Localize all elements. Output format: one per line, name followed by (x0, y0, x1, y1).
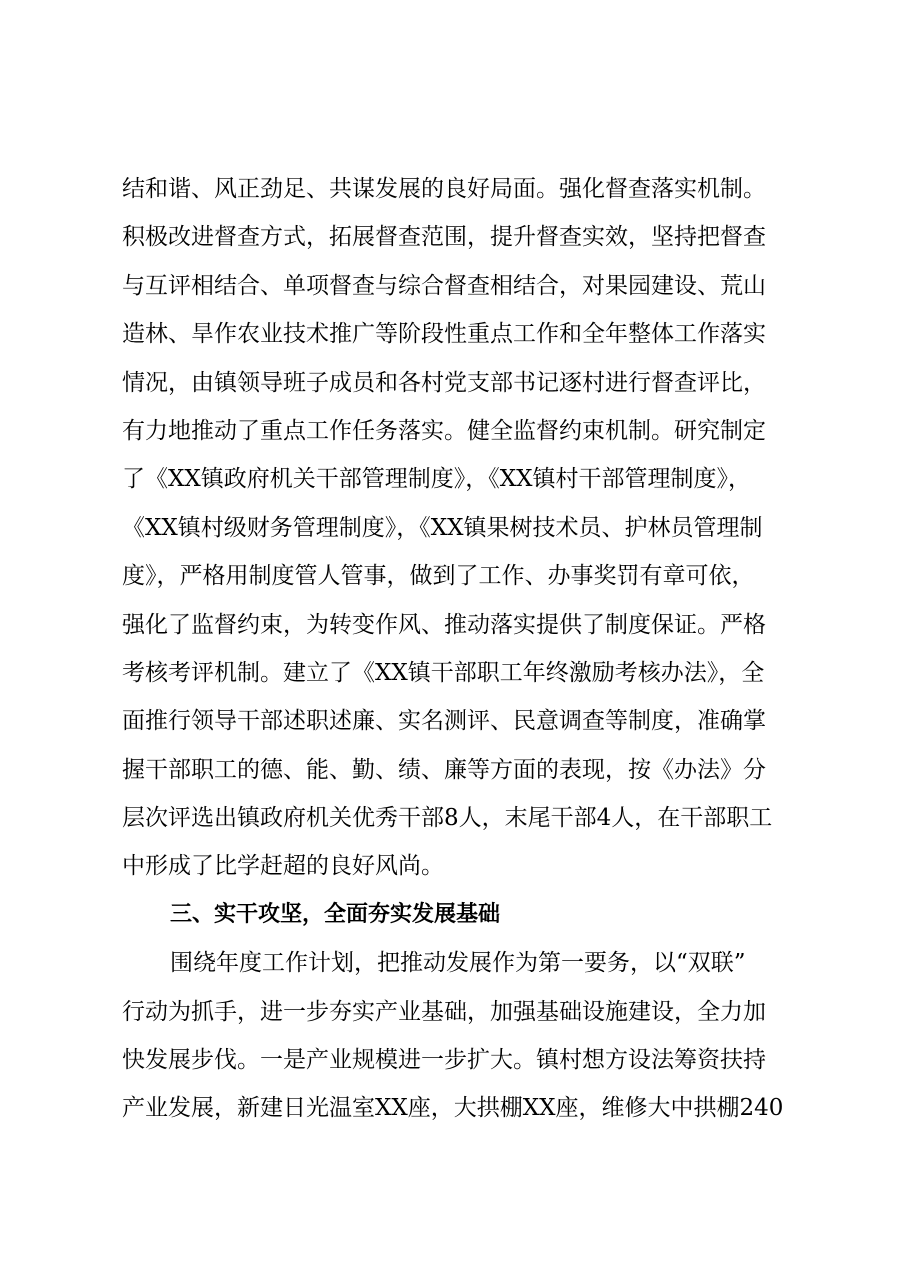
text-line: 产业发展，新建日光温室XX座，大拱棚XX座，维修大中拱棚240 (122, 1095, 784, 1122)
text-line: 《XX镇村级财务管理制度》，《XX镇果树技术员、护林员管理制 (122, 514, 763, 541)
text-line: 考核考评机制。建立了《XX镇干部职工年终激励考核办法》，全 (122, 659, 765, 686)
text-line: 造林、旱作农业技术推广等阶段性重点工作和全年整体工作落实 (122, 321, 766, 348)
text-line: 度》，严格用制度管人管事，做到了工作、办事奖罚有章可依， (122, 563, 755, 590)
text-line: 结和谐、风正劲足、共谋发展的良好局面。强化督查落实机制。 (122, 176, 766, 202)
text-line: 有力地推动了重点工作任务落实。健全监督约束机制。研究制定 (122, 417, 766, 444)
text-line: 快发展步伐。一是产业规模进一步扩大。镇村想方设法筹资扶持 (122, 1047, 766, 1074)
text-line: 情况，由镇领导班子成员和各村党支部书记逐村进行督查评比， (122, 369, 766, 396)
text-line: 握干部职工的德、能、勤、绩、廉等方面的表现，按《办法》分 (122, 756, 766, 783)
text-line: 积极改进督查方式，拓展督查范围，提升督查实效，坚持把督查 (122, 224, 766, 251)
text-line: 强化了监督约束，为转变作风、推动落实提供了制度保证。严格 (122, 611, 766, 638)
text-line: 面推行领导干部述职述廉、实名测评、民意调查等制度，准确掌 (122, 708, 766, 735)
text-line: 中形成了比学赶超的良好风尚。 (122, 853, 444, 880)
text-line: 了《XX镇政府机关干部管理制度》，《XX镇村干部管理制度》， (122, 466, 751, 493)
text-line: 层次评选出镇政府机关优秀干部8人，末尾干部4人，在干部职工 (122, 805, 773, 832)
section-heading: 三、实干攻坚，全面夯实发展基础 (170, 901, 501, 927)
text-line: 围绕年度工作计划，把推动发展作为第一要务，以“双联” (170, 950, 746, 977)
text-line: 行动为抓手，进一步夯实产业基础，加强基础设施建设，全力加 (122, 998, 766, 1025)
body-text (122, 165, 812, 1133)
text-line: 与互评相结合、单项督查与综合督查相结合，对果园建设、荒山 (122, 272, 766, 299)
